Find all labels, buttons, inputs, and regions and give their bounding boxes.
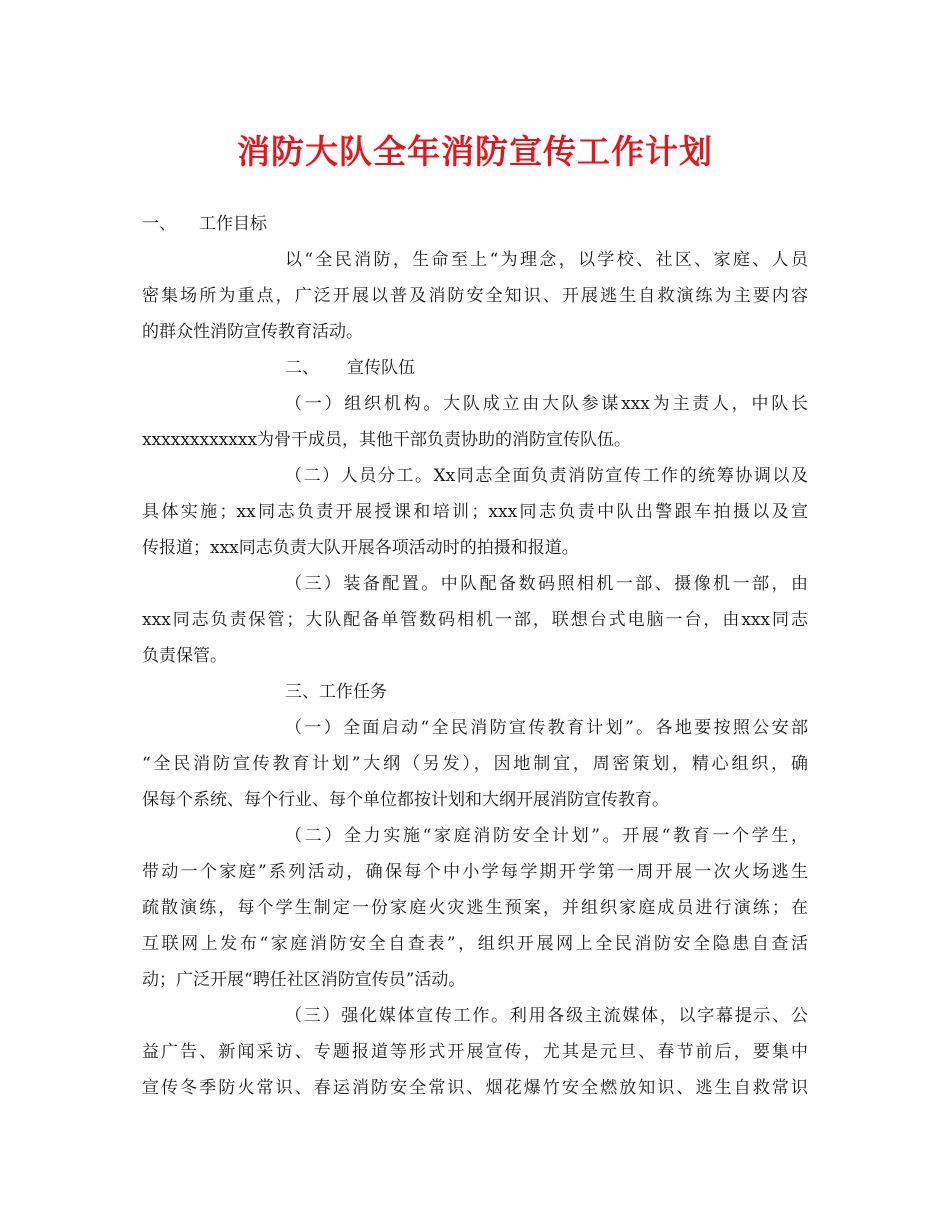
section-heading-text: 宣传队伍 bbox=[347, 358, 415, 378]
paragraph-line: 疏散演练，每个学生制定一份家庭火灾逃生预案，并组织家庭成员进行演练；在 bbox=[142, 898, 808, 918]
paragraph-line: 带动一个家庭”系列活动，确保每个中小学每学期开学第一周开展一次火场逃生 bbox=[142, 862, 808, 882]
document-body bbox=[142, 206, 808, 1106]
paragraph-line: （三）装备配置。中队配备数码照相机一部、摄像机一部，由 bbox=[285, 574, 808, 594]
paragraph-line: 密集场所为重点，广泛开展以普及消防安全知识、开展逃生自救演练为主要内容 bbox=[142, 286, 808, 306]
section-number: 一、 bbox=[142, 214, 176, 234]
paragraph-line: 动；广泛开展“聘任社区消防宣传员”活动。 bbox=[142, 970, 466, 990]
section-heading bbox=[142, 350, 808, 386]
paragraph-line: 宣传冬季防火常识、春运消防安全常识、烟花爆竹安全燃放知识、逃生自救常识 bbox=[142, 1078, 808, 1098]
paragraph-line: “全民消防宣传教育计划”大纲（另发），因地制宜，周密策划，精心组织，确 bbox=[142, 754, 808, 774]
paragraph-line: （二）人员分工。Xx同志全面负责消防宣传工作的统筹协调以及 bbox=[285, 466, 808, 486]
paragraph-line: xxxxxxxxxxxx为骨干成员，其他干部负责协助的消防宣传队伍。 bbox=[142, 430, 632, 450]
section-heading-text: 工作目标 bbox=[199, 214, 267, 234]
paragraph-line: （三）强化媒体宣传工作。利用各级主流媒体，以字幕提示、公 bbox=[285, 1006, 808, 1026]
paragraph-line: （一）组织机构。大队成立由大队参谋xxx为主责人，中队长 bbox=[285, 394, 808, 414]
paragraph-line: 的群众性消防宣传教育活动。 bbox=[142, 322, 363, 342]
paragraph-line: xxx同志负责保管；大队配备单管数码相机一部，联想台式电脑一台，由xxx同志 bbox=[142, 610, 808, 630]
paragraph-line: 负责保管。 bbox=[142, 646, 227, 666]
section-number: 二、 bbox=[285, 358, 319, 378]
paragraph-line: 益广告、新闻采访、专题报道等形式开展宣传，尤其是元旦、春节前后，要集中 bbox=[142, 1042, 808, 1062]
paragraph-line: 以“全民消防，生命至上“为理念，以学校、社区、家庭、人员 bbox=[285, 250, 808, 270]
section-heading bbox=[142, 206, 808, 242]
paragraph-line: 具体实施；xx同志负责开展授课和培训；xxx同志负责中队出警跟车拍摄以及宣 bbox=[142, 502, 808, 522]
paragraph-line: 保每个系统、每个行业、每个单位都按计划和大纲开展消防宣传教育。 bbox=[142, 790, 669, 810]
paragraph-line: 互联网上发布“家庭消防安全自查表”，组织开展网上全民消防安全隐患自查活 bbox=[142, 934, 808, 954]
document-title: 消防大队全年消防宣传工作计划 bbox=[237, 132, 713, 171]
paragraph-line: （一）全面启动“全民消防宣传教育计划”。各地要按照公安部 bbox=[285, 718, 808, 738]
paragraph-line: （二）全力实施“家庭消防安全计划”。开展“教育一个学生， bbox=[285, 826, 808, 846]
paragraph-line: 传报道；xxx同志负责大队开展各项活动时的拍摄和报道。 bbox=[142, 538, 579, 558]
paragraph-line: 三、工作任务 bbox=[285, 682, 387, 702]
